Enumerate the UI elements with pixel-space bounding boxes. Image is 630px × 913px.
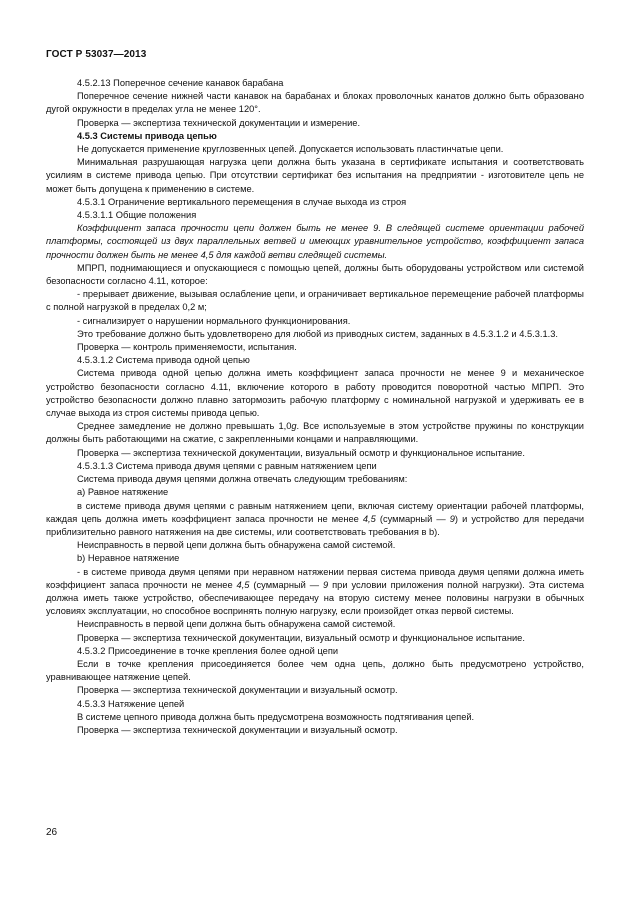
paragraph: Система привода двумя цепями должна отвечать следующим требованиям: <box>77 474 408 485</box>
paragraph <box>46 420 584 446</box>
section-heading-4-5-3-1: 4.5.3.1 Ограничение вертикального перемещения в случае выхода из строя <box>77 196 407 207</box>
text-run: - в системе привода двумя цепями при неравном натяжении первая система привода двумя цепями должна иметь коэффициент запаса прочности не менее <box>46 566 584 590</box>
section-heading-4-5-2-13: 4.5.2.13 Поперечное сечение канавок барабана <box>77 78 284 88</box>
italic-value: 4,5 <box>236 579 250 590</box>
text-run: при условии приложения полной нагрузки). Эта система должна иметь также устройство, обеспечивающее передачу на вторую систему менее половины нагрузки в обычных условиях эксплуатации, но способное воспринять полную нагрузку, если произойдет отказ первой системы. <box>46 579 585 617</box>
italic-value: 4,5 <box>362 513 376 524</box>
text-run: в системе привода двумя цепями с равным натяжением цепи, включая систему ориентации рабочей платформы, каждая цепь должна иметь коэффициент запаса прочности не менее <box>46 500 584 524</box>
check-note: Проверка — экспертиза технической документации и визуальный осмотр. <box>77 724 398 735</box>
italic-paragraph <box>46 222 584 262</box>
section-heading-4-5-3-1-3: 4.5.3.1.3 Система привода двумя цепями с равным натяжением цепи <box>77 460 377 471</box>
check-note: Проверка — экспертиза технической документации и измерение. <box>77 117 361 128</box>
section-heading-4-5-3-3: 4.5.3.3 Натяжение цепей <box>77 698 185 709</box>
page-number: 26 <box>46 827 58 838</box>
text-run: (суммарный — <box>249 579 324 590</box>
section-heading-4-5-3-1-1: 4.5.3.1.1 Общие положения <box>77 210 197 221</box>
section-heading-4-5-3-1-2: 4.5.3.1.2 Система привода одной цепью <box>77 355 250 366</box>
list-item-a: a) Равное натяжение <box>77 487 169 498</box>
section-heading-4-5-3 <box>46 130 584 143</box>
italic-value: 9 <box>449 513 455 524</box>
unit-g: g <box>291 421 297 432</box>
paragraph: Минимальная разрушающая нагрузка цепи должна быть указана в сертификате испытания и соответствовать усилиям в системе привода цепью. При отсутствии сертификат без испытания на предприятии - изготовителе цепь не может быть допущена к применению в системе. <box>46 157 584 194</box>
paragraph <box>46 566 584 619</box>
body-text <box>46 77 584 737</box>
check-note: Проверка — экспертиза технической документации и визуальный осмотр. <box>77 685 398 696</box>
paragraph: Если в точке крепления присоединяется более чем одна цепь, должно быть предусмотрено устройство, уравнивающее натяжение цепей. <box>46 658 584 683</box>
page-header-doc-id: ГОСТ Р 53037—2013 <box>46 49 147 60</box>
list-item: - сигнализирует о нарушении нормального функционирования. <box>77 315 351 326</box>
paragraph: Поперечное сечение нижней части канавок на барабанах и блоках проволочных канатов должно быть образовано дугой окружности в пределах угла не менее 120°. <box>46 91 584 115</box>
italic-value: 9 <box>323 579 329 590</box>
text-run: ) и устройство для передачи приблизительно равного натяжения на две системы, или соответствовать требования в b). <box>46 513 585 537</box>
check-note: Проверка — экспертиза технической документации, визуальный осмотр и функциональное испытание. <box>77 632 525 643</box>
paragraph: МПРП, поднимающиеся и опускающиеся с помощью цепей, должны быть оборудованы устройством или системой безопасности согласно 4.11, которое: <box>46 262 584 287</box>
section-heading-4-5-3-2: 4.5.3.2 Присоединение в точке крепления более одной цепи <box>77 645 339 656</box>
paragraph: Система привода одной цепью должна иметь коэффициент запаса прочности не менее 9 и механическое устройство безопасности согласно 4.11, включение которого в работу проводится поворотной частью МПРП. Это устройство безопасности должно плавно затормозить рабочую платформу с номинальной нагрузкой и удерживать ее в случае выхода из строя системы привода цепью. <box>46 368 584 419</box>
italic-text: Коэффициент запаса прочности цепи должен быть не менее 9. В следящей системе ориентации рабочей платформы, состоящей из двух параллельных ветвей и имеющих уравнительное устройство, коэффициент запаса прочности должен быть не менее 4,5 для каждой ветви следящей системы. <box>46 223 584 260</box>
paragraph: Неисправность в первой цепи должна быть обнаружена самой системой. <box>77 619 396 630</box>
paragraph: Неисправность в первой цепи должна быть обнаружена самой системой. <box>77 540 396 551</box>
text-run: Среднее замедление не должно превышать 1,0 <box>77 421 292 432</box>
list-item-b: b) Неравное натяжение <box>77 553 180 564</box>
check-note: Проверка — экспертиза технической документации, визуальный осмотр и функциональное испытание. <box>77 447 525 458</box>
text-run: (суммарный — <box>375 513 450 524</box>
paragraph: В системе цепного привода должна быть предусмотрена возможность подтягивания цепей. <box>77 711 475 722</box>
section-heading-text: 4.5.3 Системы привода цепью <box>77 130 217 141</box>
paragraph: Не допускается применение круглозвенных цепей. Допускается использовать пластинчатые цепи. <box>77 144 504 155</box>
paragraph: Это требование должно быть удовлетворено для любой из приводных систем, заданных в 4.5.3.1.2 и 4.5.3.1.3. <box>77 328 558 339</box>
list-item: - прерывает движение, вызывая ослабление цепи, и ограничивает вертикальное перемещение рабочей платформы с полной нагрузкой в пределах 0,2 м; <box>46 289 584 313</box>
paragraph <box>46 500 584 540</box>
text-run: . Все используемые в этом устройстве пружины по конструкции должны быть работающими на сжатие, с закрепленными концами и направляющими. <box>46 421 584 445</box>
check-note: Проверка — контроль применяемости, испытания. <box>77 342 297 353</box>
